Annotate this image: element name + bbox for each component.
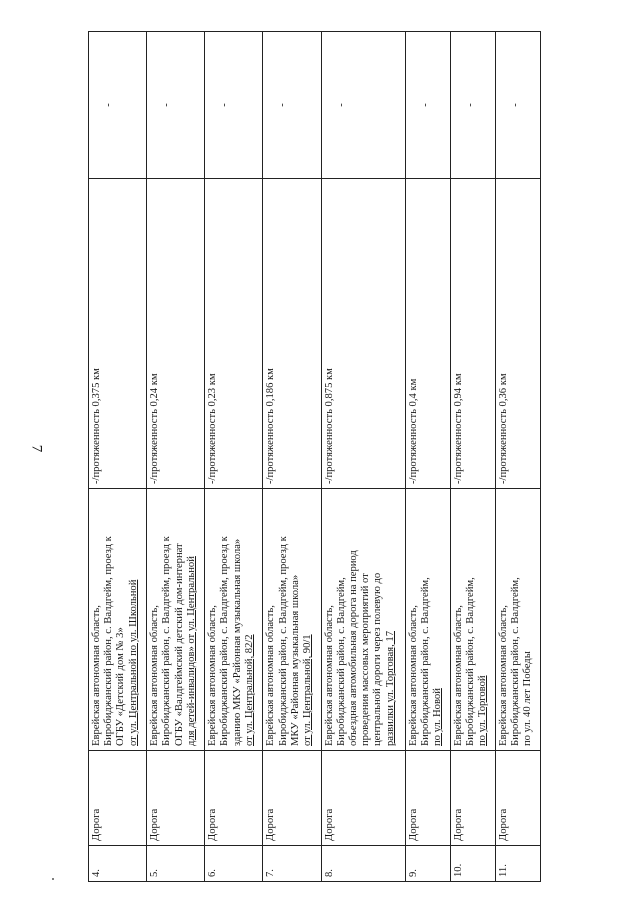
location-cell (89, 489, 147, 751)
location-line: Биробиджанский район, с. Валдгейм, (510, 577, 522, 746)
roads-table (88, 31, 541, 882)
object-type-cell: Дорога (406, 751, 451, 846)
location-line: Еврейская автономная область, (408, 605, 420, 746)
location-line: Еврейская автономная область, (497, 605, 509, 746)
row-number-cell: 7. (263, 846, 321, 882)
location-line: Еврейская автономная область, (91, 605, 102, 746)
location-line: развилки ул. Торговая, 17 (384, 631, 396, 746)
roads-table-body (89, 32, 541, 882)
object-type-cell: Дорога (89, 751, 147, 846)
note-cell: - (89, 32, 147, 179)
location-line: Еврейская автономная область, (149, 605, 161, 746)
note-cell: - (147, 32, 205, 179)
object-type-cell: Дорога (263, 751, 321, 846)
table-row (451, 32, 496, 882)
object-type-cell: Дорога (451, 751, 496, 846)
location-line: по ул. Новой (432, 688, 444, 746)
location-line: Биробиджанский район, с. Валдгейм, (420, 577, 432, 746)
location-line: МКУ «Районная музыкальная школа» (289, 574, 301, 746)
location-line: Еврейская автономная область, (265, 605, 277, 746)
location-line: Биробиджанский район, с. Валдгейм, (465, 577, 477, 746)
location-line: Биробиджанский район, с. Валдгейм, проезд к (219, 536, 231, 746)
location-line: объездная автомобильная дорога на период (347, 550, 359, 746)
location-cell (263, 489, 321, 751)
location-line: по ул. Торговой (477, 675, 489, 746)
table-row (406, 32, 451, 882)
location-line: Биробиджанский район, с. Валдгейм, (335, 577, 347, 746)
location-line: зданию МКУ «Районная музыкальная школа» (231, 538, 243, 746)
location-line: для детей-инвалидов» от ул. Центральной (185, 556, 197, 746)
table-row (147, 32, 205, 882)
characteristic-cell: -/протяженность 0,24 км (147, 179, 205, 489)
table-row (205, 32, 263, 882)
location-line: Еврейская автономная область, (323, 605, 335, 746)
location-line: центральной дороги через полевую до (372, 572, 384, 746)
characteristic-cell: -/протяженность 0,36 км (495, 179, 540, 489)
row-number-cell: 6. (205, 846, 263, 882)
location-cell (406, 489, 451, 751)
note-cell: - (321, 32, 406, 179)
location-cell (495, 489, 540, 751)
location-line: ОГБУ «Детский дом № 3» (115, 627, 127, 746)
location-line: Еврейская автономная область, (207, 605, 219, 746)
location-line: по ул. 40 лет Победы (522, 651, 534, 746)
characteristic-cell: -/протяженность 0,94 км (451, 179, 496, 489)
row-number-cell: 10. (451, 846, 496, 882)
table-row (321, 32, 406, 882)
characteristic-cell: -/протяженность 0,186 км (263, 179, 321, 489)
row-number-cell: 11. (495, 846, 540, 882)
location-line: проведения массовых мероприятий от (360, 573, 372, 746)
location-cell (451, 489, 496, 751)
location-line: от ул. Центральной, 90/1 (302, 634, 314, 746)
location-line: Биробиджанский район, с. Валдгейм, проезд к (161, 536, 173, 746)
scan-speck (52, 878, 54, 880)
table-row (89, 32, 147, 882)
object-type-cell: Дорога (321, 751, 406, 846)
location-cell (147, 489, 205, 751)
rotated-table-wrapper (88, 32, 541, 882)
location-line: Биробиджанский район, с. Валдгейм, проезд к (103, 536, 115, 746)
table-row (495, 32, 540, 882)
page-number: 7 (28, 444, 45, 453)
location-line: Еврейская автономная область, (453, 605, 465, 746)
location-line: от ул. Центральной по ул. Школьной (127, 579, 139, 746)
row-number-cell: 9. (406, 846, 451, 882)
location-cell (321, 489, 406, 751)
note-cell: - (263, 32, 321, 179)
row-number-cell: 4. (89, 846, 147, 882)
row-number-cell: 8. (321, 846, 406, 882)
location-line: Биробиджанский район, с. Валдгейм, проезд к (277, 536, 289, 746)
object-type-cell: Дорога (495, 751, 540, 846)
location-cell (205, 489, 263, 751)
characteristic-cell: -/протяженность 0,375 км (89, 179, 147, 489)
note-cell: - (205, 32, 263, 179)
object-type-cell: Дорога (147, 751, 205, 846)
characteristic-cell: -/протяженность 0,23 км (205, 179, 263, 489)
note-cell: - (451, 32, 496, 179)
location-line: ОГБУ «Валдгеймский детский дом-интернат (173, 543, 185, 746)
characteristic-cell: -/протяженность 0,4 км (406, 179, 451, 489)
characteristic-cell: -/протяженность 0,875 км (321, 179, 406, 489)
row-number-cell: 5. (147, 846, 205, 882)
location-line: от ул. Центральной, 82/2 (243, 634, 255, 746)
note-cell: - (406, 32, 451, 179)
object-type-cell: Дорога (205, 751, 263, 846)
note-cell: - (495, 32, 540, 179)
table-row (263, 32, 321, 882)
